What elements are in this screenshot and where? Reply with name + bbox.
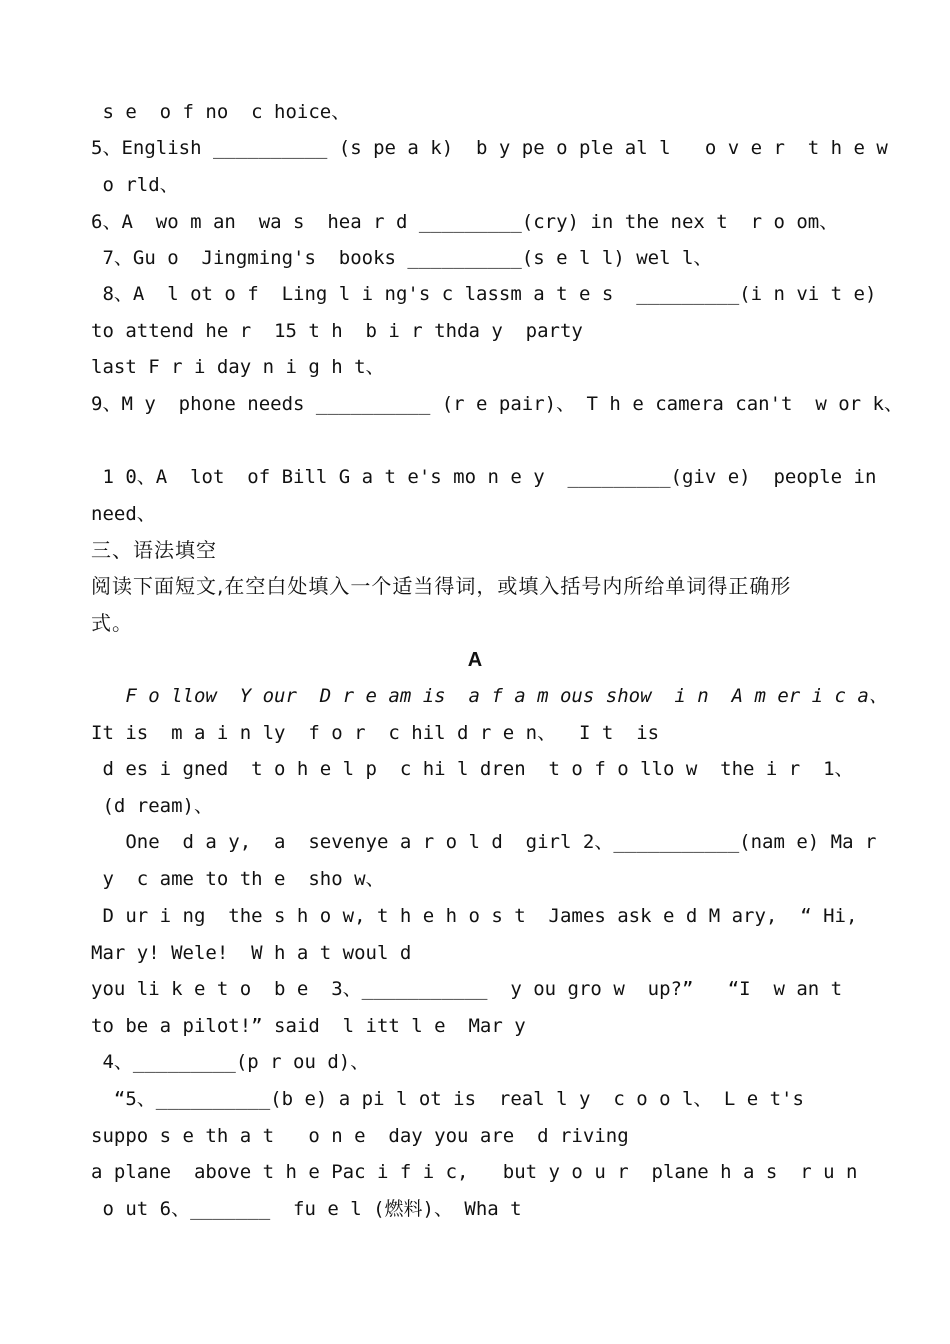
text-line-5: 7、Gu o Jingming's books __________(s e l l) wel l、 xyxy=(91,247,713,269)
text-line-11: need、 xyxy=(91,503,156,525)
text-line-24: you li k e t o b e 3、___________ y ou gro w up?” “I w an t xyxy=(91,978,843,1000)
passage-title: A xyxy=(467,649,483,671)
text-line-4: 6、A wo m an wa s hea r d _________(cry) in the nex t r o om、 xyxy=(91,211,839,233)
instructions-line-1: 阅读下面短文,在空白处填入一个适当得词，或填入括号内所给单词得正确形 xyxy=(91,574,792,598)
text-line-2: 5、English __________ (s pe a k) b y pe o ple al l o v e r t h e w xyxy=(91,137,888,159)
text-line-20: One d a y, a sevenye a r o l d girl 2、___________(nam e) Ma r xyxy=(91,831,877,853)
text-line-10: 1 0、A lot of Bill G a t e's mo n e y _________(giv e) people in xyxy=(91,466,877,488)
text-line-28: suppo s e th a t o n e day you are d riving xyxy=(91,1125,629,1147)
section-heading: 三、语法填空 xyxy=(91,538,217,562)
text-line-6: 8、A l ot o f Ling l i ng's c lassm a t e s _________(i n vi t e) xyxy=(91,283,877,305)
text-line-29: a plane above t h e Pac i f i c, but y o u r plane h a s r u n xyxy=(91,1161,858,1183)
text-line-9: 9、M y phone needs __________ (r e pair)、 T h e camera can't w or k、 xyxy=(91,393,903,415)
text-line-23: Mar y! Wele! W h a t woul d xyxy=(91,942,412,964)
text-line-22: D ur i ng the s h o w, t h e h o s t James ask e d M ary, “ Hi, xyxy=(91,905,858,927)
text-line-7: to attend he r 15 t h b i r thda y party xyxy=(91,320,583,342)
text-line-25: to be a pilot!” said l itt l e Mar y xyxy=(91,1015,526,1037)
text-line-3: o rld、 xyxy=(91,174,179,196)
text-line-19: (d ream)、 xyxy=(91,795,213,817)
text-line-18: d es i gned t o h e l p c hi l dren t o f o llo w the i r 1、 xyxy=(91,758,854,780)
text-line-1: s e o f no c hoice、 xyxy=(91,101,351,123)
text-line-21: y c ame to th e sho w、 xyxy=(91,868,385,890)
text-line-17: It is m a i n ly f o r c hil d r e n、 I t is xyxy=(91,722,660,744)
text-line-27: “5、__________(b e) a pi l ot is real l y c o o l、 L e t's xyxy=(91,1088,804,1110)
text-line-8: last F r i day n i g h t、 xyxy=(91,356,385,378)
text-line-30: o ut 6、_______ fu e l (燃料)、 Wha t xyxy=(91,1198,522,1220)
text-line-26: 4、_________(p r ou d)、 xyxy=(91,1051,370,1073)
text-line-16: F o llow Y our D r e am is a f a m ous show i n A m er i c a、 xyxy=(91,685,888,707)
instructions-line-2: 式。 xyxy=(91,611,133,635)
